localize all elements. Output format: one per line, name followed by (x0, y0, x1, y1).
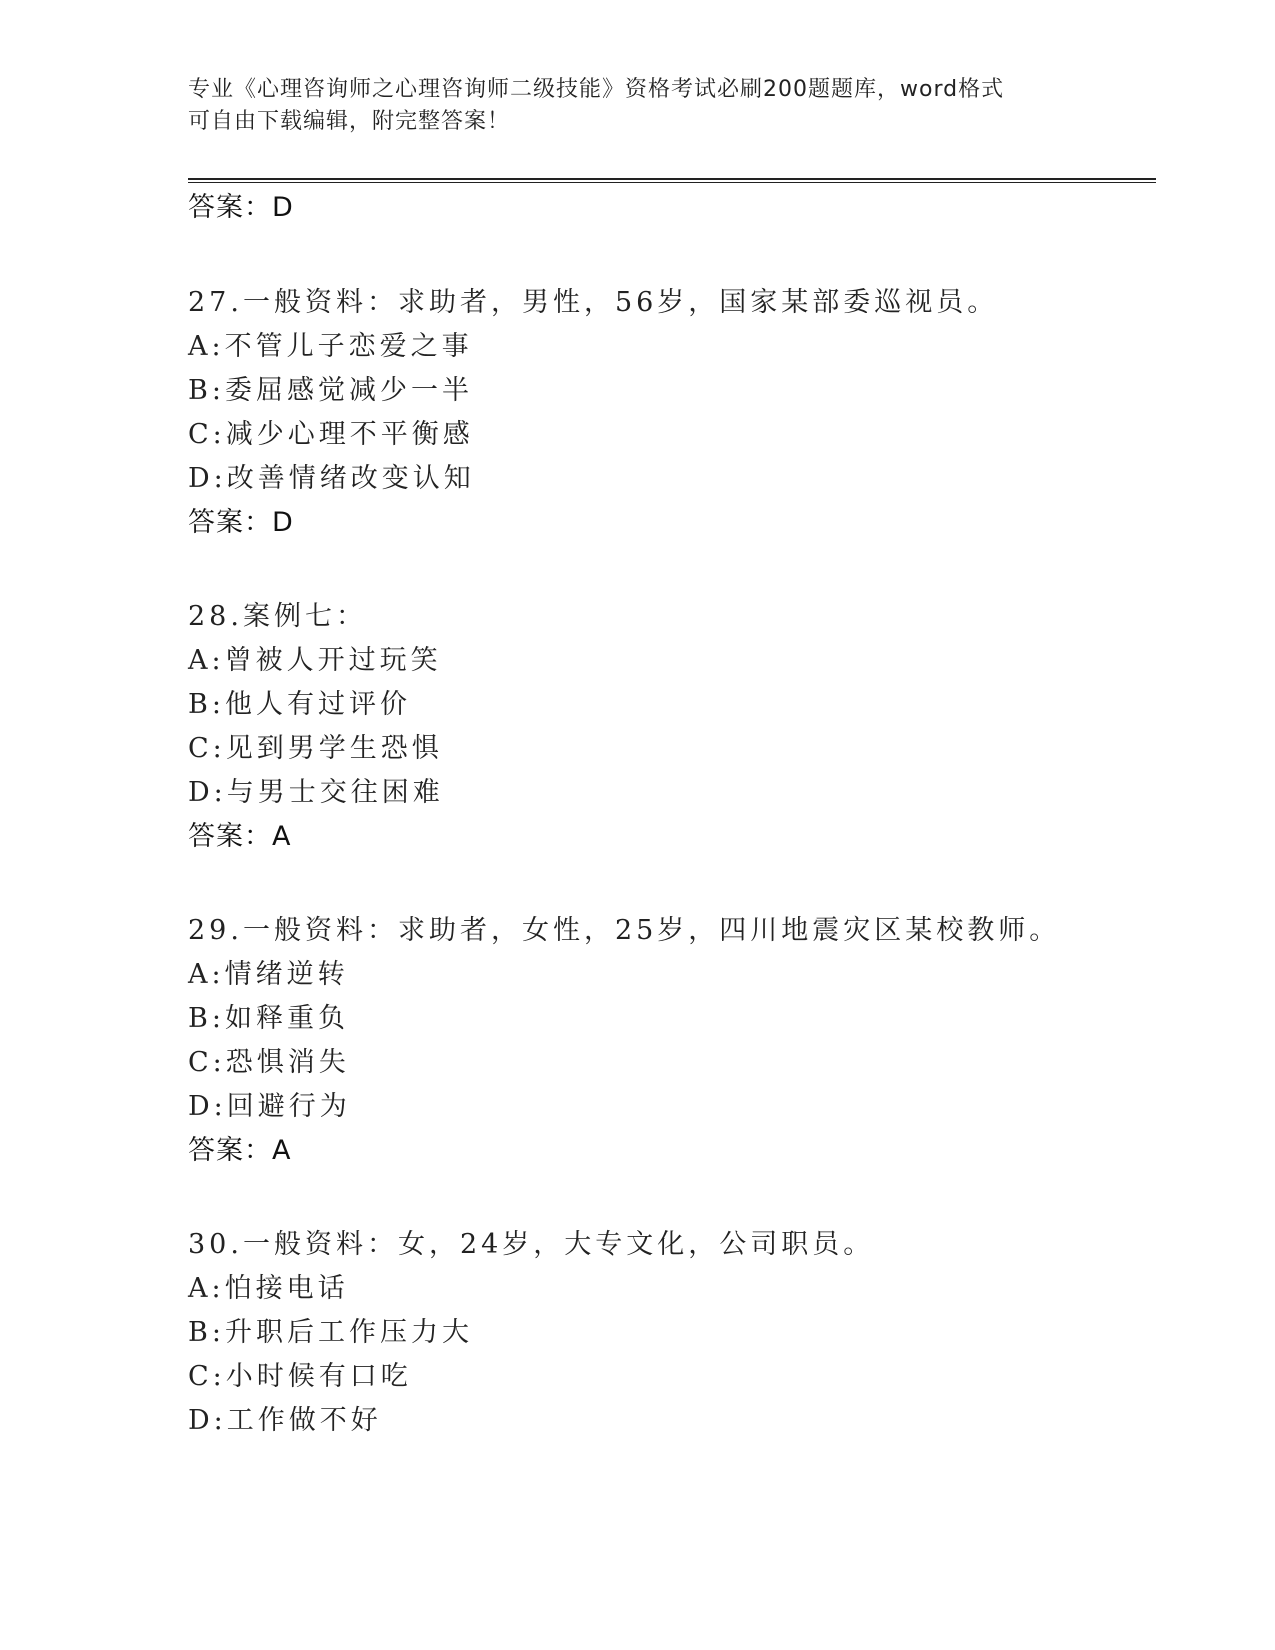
option-d-29: D:回避行为 (188, 1091, 351, 1122)
option-a-27: A:不管儿子恋爱之事 (188, 331, 473, 362)
option-b-30: B:升职后工作压力大 (188, 1317, 473, 1348)
previous-answer: 答案：D (188, 192, 294, 223)
answer-28: 答案：A (188, 821, 292, 852)
option-c-27: C:减少心理不平衡感 (188, 419, 474, 450)
header-line-1: 专业《心理咨询师之心理咨询师二级技能》资格考试必刷200题题库，word格式 (188, 77, 1005, 102)
question-stem-30: 30.一般资料：女，24岁，大专文化，公司职员。 (188, 1229, 875, 1260)
option-d-30: D:工作做不好 (188, 1405, 382, 1436)
option-a-28: A:曾被人开过玩笑 (188, 645, 442, 676)
header-divider-thick (188, 178, 1156, 180)
option-c-28: C:见到男学生恐惧 (188, 733, 443, 764)
option-c-30: C:小时候有口吃 (188, 1361, 412, 1392)
header-divider-thin (188, 182, 1156, 183)
option-a-29: A:情绪逆转 (188, 959, 349, 990)
question-stem-29: 29.一般资料：求助者，女性，25岁，四川地震灾区某校教师。 (188, 915, 1061, 946)
option-a-30: A:怕接电话 (188, 1273, 349, 1304)
option-d-27: D:改善情绪改变认知 (188, 463, 475, 494)
question-stem-27: 27.一般资料：求助者，男性，56岁，国家某部委巡视员。 (188, 287, 999, 318)
answer-29: 答案：A (188, 1135, 292, 1166)
option-b-29: B:如释重负 (188, 1003, 349, 1034)
option-d-28: D:与男士交往困难 (188, 777, 444, 808)
option-b-27: B:委屈感觉减少一半 (188, 375, 473, 406)
option-c-29: C:恐惧消失 (188, 1047, 350, 1078)
answer-27: 答案：D (188, 507, 294, 538)
option-b-28: B:他人有过评价 (188, 689, 411, 720)
question-stem-28: 28.案例七： (188, 601, 367, 632)
document-header (188, 74, 1088, 138)
header-line-2: 可自由下载编辑，附完整答案！ (188, 109, 511, 134)
